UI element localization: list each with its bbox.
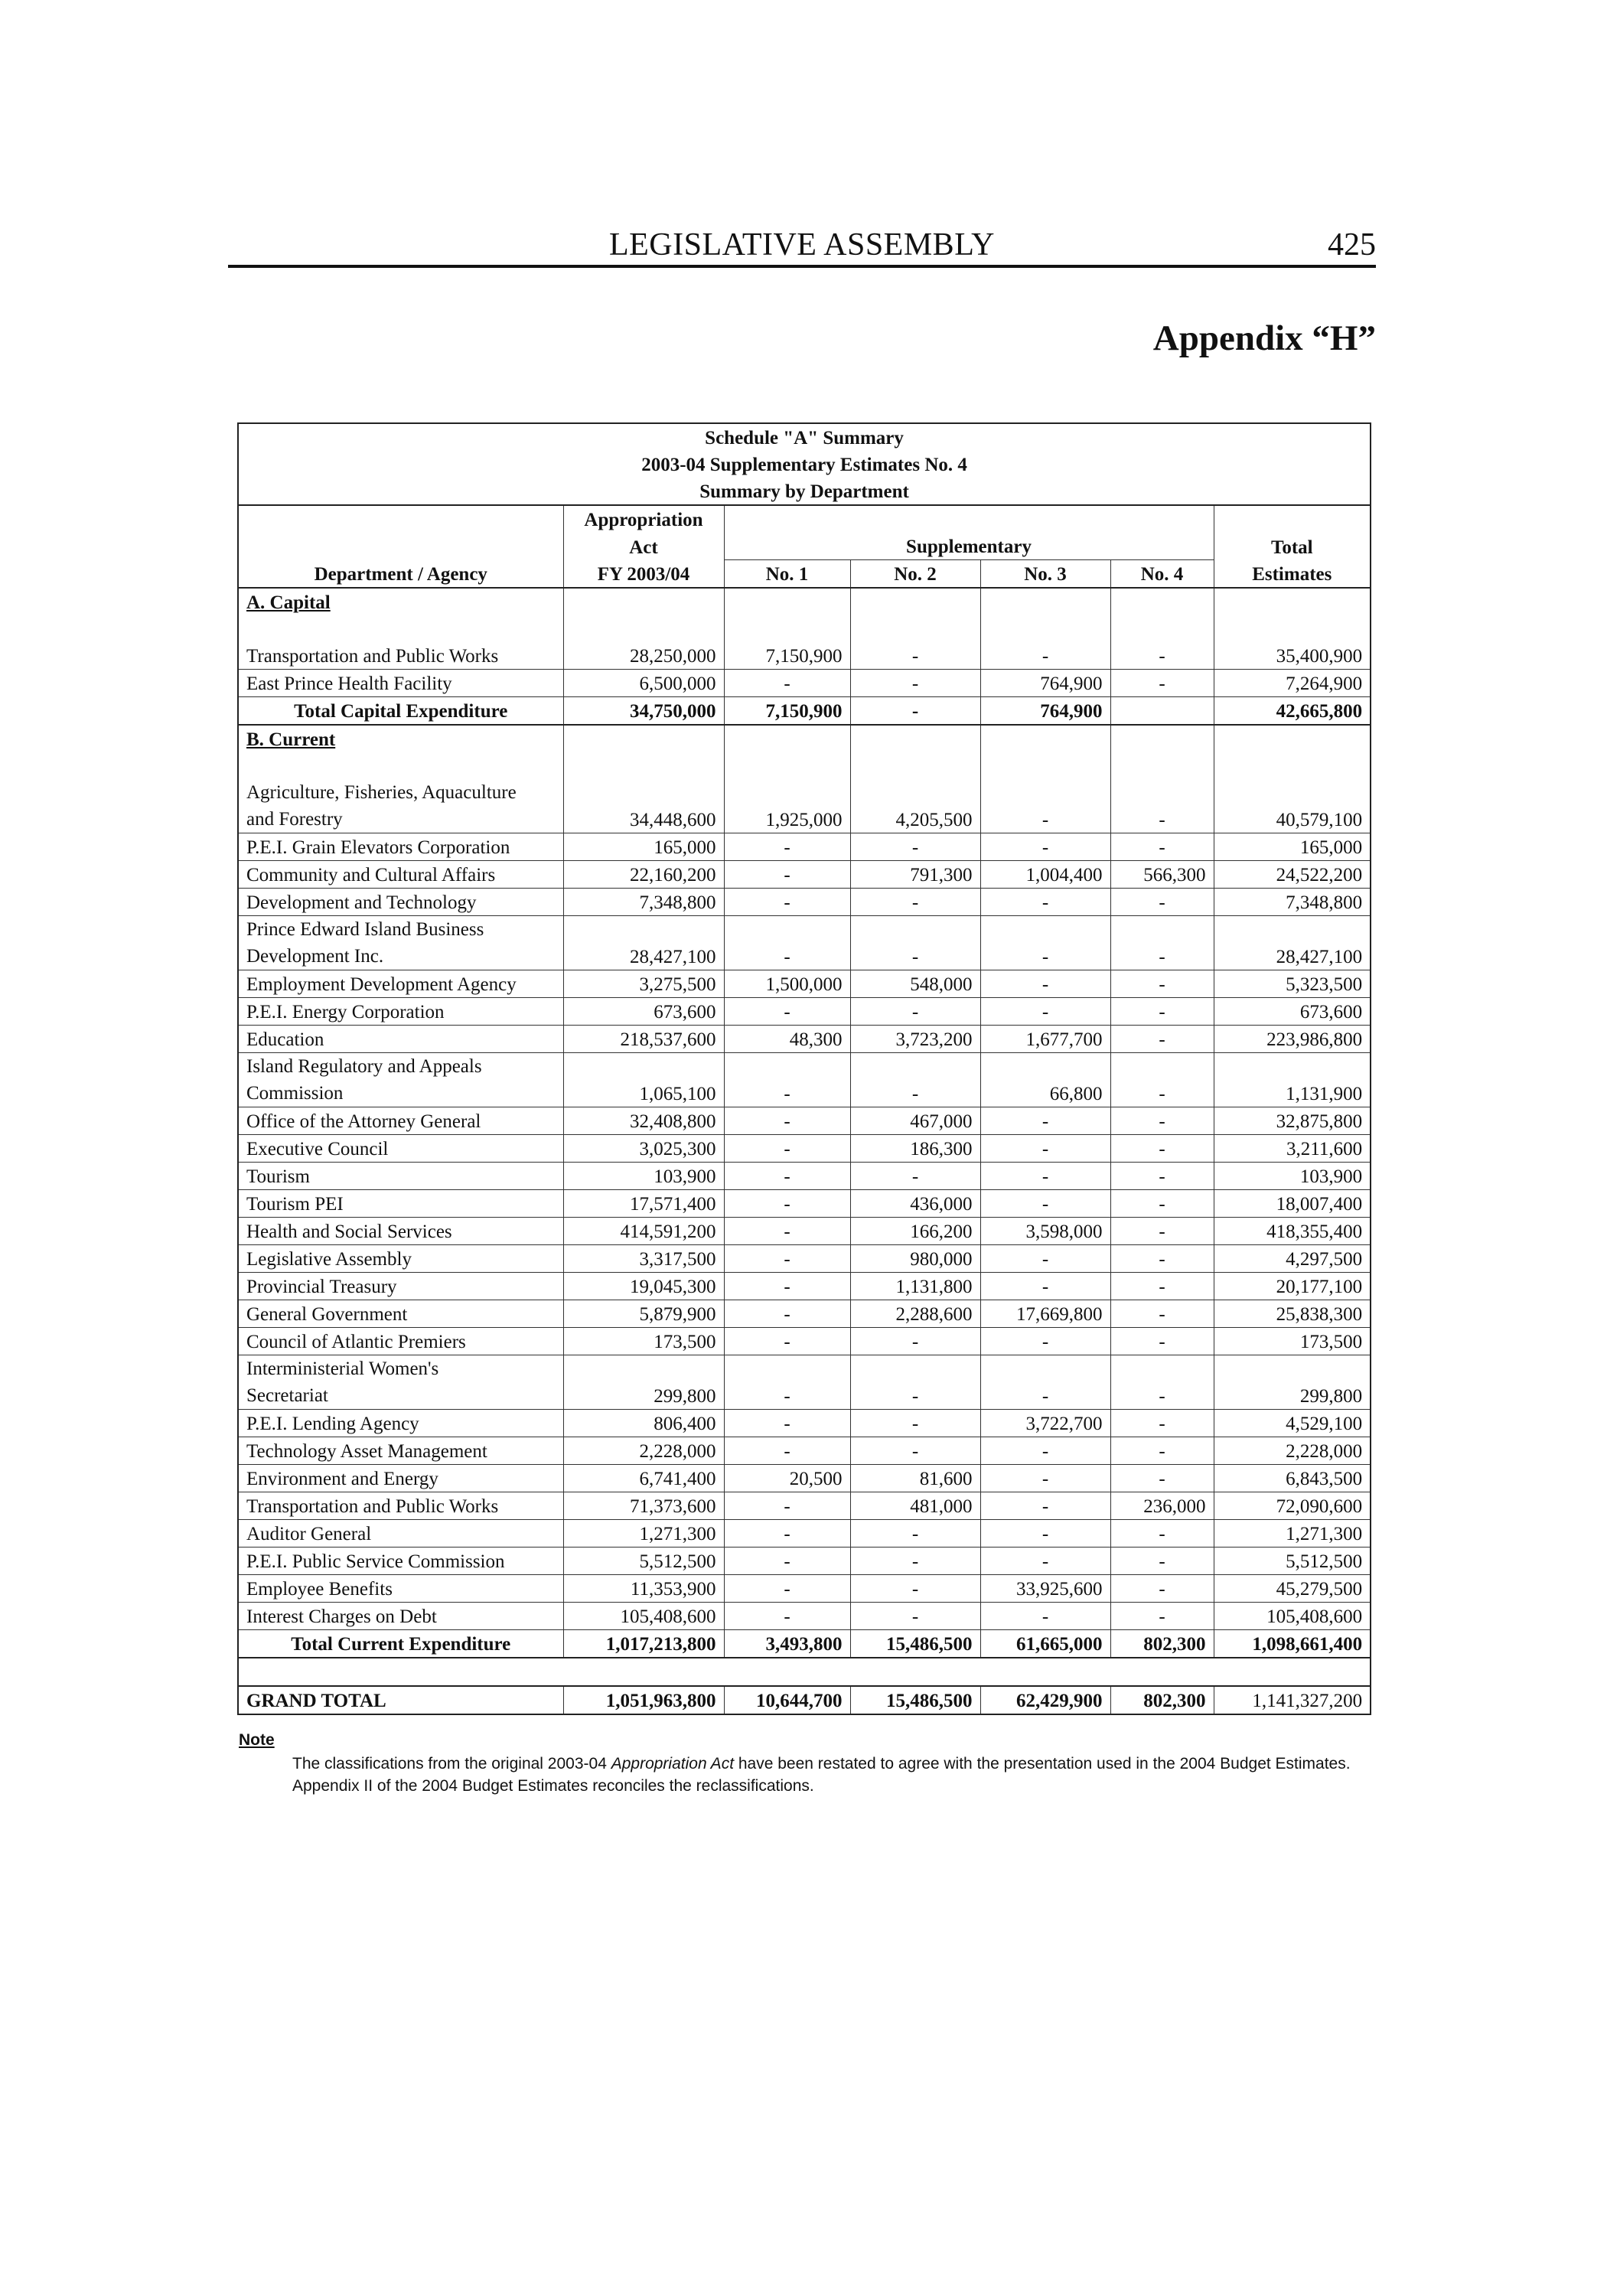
no1-value: 10,644,700 — [724, 1686, 850, 1714]
act-value: 6,500,000 — [563, 670, 724, 697]
department-name: Auditor General — [238, 1520, 563, 1548]
total-value: 418,355,400 — [1214, 1218, 1371, 1245]
act-value: 7,348,800 — [563, 889, 724, 916]
column-header-row — [238, 533, 1371, 560]
no4-value: - — [1110, 642, 1214, 670]
table-row — [238, 1548, 1371, 1575]
no3-value: - — [980, 779, 1110, 833]
no3-value: - — [980, 1328, 1110, 1355]
total-value: 1,131,900 — [1214, 1053, 1371, 1107]
total-header: Total — [1214, 533, 1371, 560]
no2-value: 186,300 — [850, 1135, 980, 1163]
no3-value: 62,429,900 — [980, 1686, 1110, 1714]
department-name: Tourism — [238, 1163, 563, 1190]
no4-value — [1110, 697, 1214, 726]
table-row — [238, 1300, 1371, 1328]
table-row — [238, 642, 1371, 670]
no1-value: - — [724, 1328, 850, 1355]
total-value: 35,400,900 — [1214, 642, 1371, 670]
act-value: 414,591,200 — [563, 1218, 724, 1245]
no1-value: - — [724, 861, 850, 889]
act-value: 11,353,900 — [563, 1575, 724, 1603]
section-heading: A. Capital — [246, 592, 331, 613]
no4-value: 802,300 — [1110, 1686, 1214, 1714]
act-value: 173,500 — [563, 1328, 724, 1355]
appropriation-header: Act — [563, 533, 724, 560]
act-value: 3,025,300 — [563, 1135, 724, 1163]
act-value: 32,408,800 — [563, 1107, 724, 1135]
no4-header: No. 4 — [1110, 560, 1214, 589]
department-name: P.E.I. Energy Corporation — [238, 998, 563, 1026]
table-row — [238, 1107, 1371, 1135]
no2-value: 2,288,600 — [850, 1300, 980, 1328]
no2-value: - — [850, 1163, 980, 1190]
department-header: Department / Agency — [238, 560, 563, 589]
no2-value: - — [850, 998, 980, 1026]
no3-value: 61,665,000 — [980, 1630, 1110, 1658]
no2-value: - — [850, 1437, 980, 1465]
total-value: 173,500 — [1214, 1328, 1371, 1355]
no1-value: - — [724, 1300, 850, 1328]
no4-value: - — [1110, 670, 1214, 697]
department-name: Transportation and Public Works — [238, 1492, 563, 1520]
no3-value: - — [980, 998, 1110, 1026]
act-value: 299,800 — [563, 1355, 724, 1410]
total-value: 2,228,000 — [1214, 1437, 1371, 1465]
department-name: East Prince Health Facility — [238, 670, 563, 697]
no2-value: - — [850, 1410, 980, 1437]
act-value: 105,408,600 — [563, 1603, 724, 1630]
schedule-summary-table — [237, 422, 1371, 1715]
table-row — [238, 998, 1371, 1026]
act-value: 34,448,600 — [563, 779, 724, 833]
no3-value: 3,722,700 — [980, 1410, 1110, 1437]
table-row — [238, 1245, 1371, 1273]
no4-value: - — [1110, 1053, 1214, 1107]
department-name: Office of the Attorney General — [238, 1107, 563, 1135]
no1-value: - — [724, 1548, 850, 1575]
no3-value: - — [980, 916, 1110, 970]
current-total-row — [238, 1630, 1371, 1658]
total-value: 3,211,600 — [1214, 1135, 1371, 1163]
schedule-title-line: Summary by Department — [238, 478, 1371, 505]
table-row — [238, 1410, 1371, 1437]
department-name: Environment and Energy — [238, 1465, 563, 1492]
note-heading: Note — [239, 1731, 275, 1749]
department-name-line: Agriculture, Fisheries, Aquaculture — [246, 782, 517, 803]
no2-value: - — [850, 1053, 980, 1107]
no3-value: - — [980, 1548, 1110, 1575]
note — [239, 1731, 1371, 1797]
table-row — [238, 779, 1371, 833]
no2-value: 1,131,800 — [850, 1273, 980, 1300]
no2-value: 436,000 — [850, 1190, 980, 1218]
no2-value: - — [850, 1603, 980, 1630]
schedule-title-row — [238, 478, 1371, 505]
no4-value: - — [1110, 1107, 1214, 1135]
act-value: 28,427,100 — [563, 916, 724, 970]
department-name: P.E.I. Grain Elevators Corporation — [238, 833, 563, 861]
act-value: 1,271,300 — [563, 1520, 724, 1548]
total-value: 673,600 — [1214, 998, 1371, 1026]
no1-value: - — [724, 916, 850, 970]
table-row — [238, 1520, 1371, 1548]
act-value: 71,373,600 — [563, 1492, 724, 1520]
department-name-line: Prince Edward Island Business — [246, 919, 484, 940]
total-value: 7,264,900 — [1214, 670, 1371, 697]
total-value: 105,408,600 — [1214, 1603, 1371, 1630]
department-name: Tourism PEI — [238, 1190, 563, 1218]
no3-value: 17,669,800 — [980, 1300, 1110, 1328]
no1-value: - — [724, 1135, 850, 1163]
department-name: Community and Cultural Affairs — [238, 861, 563, 889]
total-value: 25,838,300 — [1214, 1300, 1371, 1328]
note-italic: Appropriation Act — [611, 1755, 735, 1773]
no4-value: - — [1110, 1520, 1214, 1548]
no3-value: - — [980, 970, 1110, 998]
no1-value: 1,925,000 — [724, 779, 850, 833]
no1-value: - — [724, 1492, 850, 1520]
department-name: Council of Atlantic Premiers — [238, 1328, 563, 1355]
no4-value: - — [1110, 1245, 1214, 1273]
department-name: Provincial Treasury — [238, 1273, 563, 1300]
total-value: 223,986,800 — [1214, 1026, 1371, 1053]
no4-value: - — [1110, 1273, 1214, 1300]
no3-value: - — [980, 1107, 1110, 1135]
total-value: 40,579,100 — [1214, 779, 1371, 833]
department-name: Education — [238, 1026, 563, 1053]
no1-header: No. 1 — [724, 560, 850, 589]
department-name-line: and Forestry — [246, 809, 343, 830]
column-header-row — [238, 560, 1371, 589]
act-value: 5,879,900 — [563, 1300, 724, 1328]
act-value: 19,045,300 — [563, 1273, 724, 1300]
no3-value: 764,900 — [980, 670, 1110, 697]
no4-value: - — [1110, 1163, 1214, 1190]
total-value: 7,348,800 — [1214, 889, 1371, 916]
no2-value: - — [850, 642, 980, 670]
no3-value: 764,900 — [980, 697, 1110, 726]
act-value: 2,228,000 — [563, 1437, 724, 1465]
no2-value: 81,600 — [850, 1465, 980, 1492]
act-value: 5,512,500 — [563, 1548, 724, 1575]
no4-value: 236,000 — [1110, 1492, 1214, 1520]
department-name: Executive Council — [238, 1135, 563, 1163]
department-name: P.E.I. Lending Agency — [238, 1410, 563, 1437]
no3-value: 1,004,400 — [980, 861, 1110, 889]
act-value: 165,000 — [563, 833, 724, 861]
no2-value: - — [850, 916, 980, 970]
no2-value: - — [850, 833, 980, 861]
no1-value: - — [724, 1410, 850, 1437]
act-value: 103,900 — [563, 1163, 724, 1190]
act-value: 3,275,500 — [563, 970, 724, 998]
total-value: 72,090,600 — [1214, 1492, 1371, 1520]
department-name: Total Current Expenditure — [238, 1630, 563, 1658]
running-title: LEGISLATIVE ASSEMBLY — [609, 227, 995, 263]
no1-value: - — [724, 1107, 850, 1135]
act-value: 6,741,400 — [563, 1465, 724, 1492]
no3-value: 33,925,600 — [980, 1575, 1110, 1603]
department-name: General Government — [238, 1300, 563, 1328]
no4-value: - — [1110, 1355, 1214, 1410]
total-value: 28,427,100 — [1214, 916, 1371, 970]
schedule-title-row — [238, 423, 1371, 451]
no1-value: - — [724, 1520, 850, 1548]
schedule-title-line: 2003-04 Supplementary Estimates No. 4 — [641, 455, 967, 475]
total-value: 103,900 — [1214, 1163, 1371, 1190]
department-name: GRAND TOTAL — [246, 1691, 386, 1711]
department-name: Technology Asset Management — [238, 1437, 563, 1465]
no1-value: - — [724, 833, 850, 861]
no3-value: - — [980, 1355, 1110, 1410]
department-name: Employment Development Agency — [238, 970, 563, 998]
no4-value: - — [1110, 970, 1214, 998]
table-row — [238, 1163, 1371, 1190]
no1-value: 7,150,900 — [724, 697, 850, 726]
no3-value: - — [980, 1437, 1110, 1465]
no2-value: - — [850, 1575, 980, 1603]
no4-value: - — [1110, 1026, 1214, 1053]
no4-value: 802,300 — [1110, 1630, 1214, 1658]
no4-value: - — [1110, 1190, 1214, 1218]
no4-value: - — [1110, 1437, 1214, 1465]
no2-value: - — [850, 889, 980, 916]
section-heading-row — [238, 725, 1371, 752]
no3-value: 1,677,700 — [980, 1026, 1110, 1053]
department-name: Interest Charges on Debt — [238, 1603, 563, 1630]
no1-value: 20,500 — [724, 1465, 850, 1492]
no3-value: - — [980, 833, 1110, 861]
no2-value: 15,486,500 — [850, 1686, 980, 1714]
no1-value: - — [724, 670, 850, 697]
no4-value: 566,300 — [1110, 861, 1214, 889]
act-value: 1,065,100 — [563, 1053, 724, 1107]
no1-value: - — [724, 1355, 850, 1410]
appropriation-header: Appropriation — [563, 505, 724, 533]
no4-value: - — [1110, 916, 1214, 970]
total-value: 18,007,400 — [1214, 1190, 1371, 1218]
act-value: 1,017,213,800 — [563, 1630, 724, 1658]
total-value: 5,512,500 — [1214, 1548, 1371, 1575]
no1-value: - — [724, 889, 850, 916]
no1-value: 3,493,800 — [724, 1630, 850, 1658]
no4-value: - — [1110, 1300, 1214, 1328]
act-value: 806,400 — [563, 1410, 724, 1437]
total-value: 5,323,500 — [1214, 970, 1371, 998]
act-value: 673,600 — [563, 998, 724, 1026]
total-value: 32,875,800 — [1214, 1107, 1371, 1135]
no2-value: 481,000 — [850, 1492, 980, 1520]
department-name: Legislative Assembly — [238, 1245, 563, 1273]
no4-value: - — [1110, 1328, 1214, 1355]
no2-header: No. 2 — [850, 560, 980, 589]
capital-total-row — [238, 697, 1371, 726]
no1-value: - — [724, 1218, 850, 1245]
total-value: 4,529,100 — [1214, 1410, 1371, 1437]
grand-total-row — [238, 1686, 1371, 1714]
no1-value: - — [724, 1575, 850, 1603]
no3-value: - — [980, 1163, 1110, 1190]
department-name-line: Island Regulatory and Appeals — [246, 1056, 482, 1077]
section-heading: B. Current — [246, 729, 336, 750]
no4-value: - — [1110, 833, 1214, 861]
table-row — [238, 1355, 1371, 1410]
no1-value: - — [724, 1053, 850, 1107]
department-name — [238, 1053, 563, 1107]
table-row — [238, 916, 1371, 970]
appropriation-header: FY 2003/04 — [563, 560, 724, 589]
no3-value: - — [980, 1135, 1110, 1163]
department-name-line: Secretariat — [246, 1385, 328, 1406]
appendix-heading: Appendix “H” — [1152, 318, 1376, 358]
table-row — [238, 1218, 1371, 1245]
no2-value: - — [850, 1520, 980, 1548]
total-value: 165,000 — [1214, 833, 1371, 861]
no1-value: 7,150,900 — [724, 642, 850, 670]
table-row — [238, 1273, 1371, 1300]
table-row — [238, 1603, 1371, 1630]
no1-value: - — [724, 1437, 850, 1465]
page-number: 425 — [1328, 227, 1376, 263]
total-value: 24,522,200 — [1214, 861, 1371, 889]
table-row — [238, 1492, 1371, 1520]
no4-value: - — [1110, 1575, 1214, 1603]
no2-value: 548,000 — [850, 970, 980, 998]
total-value: 42,665,800 — [1214, 697, 1371, 726]
no3-value: - — [980, 1492, 1110, 1520]
no4-value: - — [1110, 1465, 1214, 1492]
total-value: 1,271,300 — [1214, 1520, 1371, 1548]
schedule-title-line: Schedule "A" Summary — [705, 428, 904, 448]
schedule-title-row — [238, 451, 1371, 478]
table-row — [238, 1328, 1371, 1355]
no3-value: - — [980, 1190, 1110, 1218]
table-row — [238, 1053, 1371, 1107]
no4-value: - — [1110, 998, 1214, 1026]
table-row — [238, 1135, 1371, 1163]
note-text-start: The classifications from the original 2003-04 — [292, 1755, 611, 1773]
no3-value: 3,598,000 — [980, 1218, 1110, 1245]
no3-value: - — [980, 1245, 1110, 1273]
total-value: 6,843,500 — [1214, 1465, 1371, 1492]
act-value: 1,051,963,800 — [563, 1686, 724, 1714]
no3-value: 66,800 — [980, 1053, 1110, 1107]
no1-value: - — [724, 1190, 850, 1218]
table-row — [238, 1437, 1371, 1465]
no2-value: 791,300 — [850, 861, 980, 889]
department-name: Total Capital Expenditure — [238, 697, 563, 726]
no2-value: 980,000 — [850, 1245, 980, 1273]
department-name-line: Interministerial Women's — [246, 1358, 439, 1379]
no3-value: - — [980, 1465, 1110, 1492]
department-name: Health and Social Services — [238, 1218, 563, 1245]
department-name — [238, 916, 563, 970]
no2-value: 467,000 — [850, 1107, 980, 1135]
table-row — [238, 889, 1371, 916]
no3-value: - — [980, 1520, 1110, 1548]
total-value: 4,297,500 — [1214, 1245, 1371, 1273]
page-header — [228, 227, 1376, 268]
supplementary-header: Supplementary — [724, 533, 1214, 560]
act-value: 17,571,400 — [563, 1190, 724, 1218]
table-row — [238, 670, 1371, 697]
total-header: Estimates — [1214, 560, 1371, 589]
no3-value: - — [980, 889, 1110, 916]
act-value: 22,160,200 — [563, 861, 724, 889]
no4-value: - — [1110, 1135, 1214, 1163]
table-row — [238, 861, 1371, 889]
no4-value: - — [1110, 1218, 1214, 1245]
no1-value: - — [724, 1163, 850, 1190]
table-row — [238, 1465, 1371, 1492]
no4-value: - — [1110, 779, 1214, 833]
table-row — [238, 1026, 1371, 1053]
department-name: P.E.I. Public Service Commission — [238, 1548, 563, 1575]
no1-value: 1,500,000 — [724, 970, 850, 998]
no3-header: No. 3 — [980, 560, 1110, 589]
no1-value: - — [724, 998, 850, 1026]
section-heading-row — [238, 588, 1371, 615]
department-name: Transportation and Public Works — [238, 642, 563, 670]
no1-value: - — [724, 1603, 850, 1630]
no3-value: - — [980, 1603, 1110, 1630]
table-row — [238, 1190, 1371, 1218]
note-text-end: have been restated to agree with the presentation used in the 2004 Budget Estimates. Appendix II of the 2004 Budget Estimates reconciles the reclassifications. — [292, 1755, 1351, 1795]
department-name: Employee Benefits — [238, 1575, 563, 1603]
department-name — [238, 1355, 563, 1410]
no4-value: - — [1110, 1410, 1214, 1437]
no4-value: - — [1110, 1603, 1214, 1630]
no2-value: 166,200 — [850, 1218, 980, 1245]
no1-value: 48,300 — [724, 1026, 850, 1053]
table-row — [238, 970, 1371, 998]
note-text — [239, 1753, 1371, 1797]
table-row — [238, 1575, 1371, 1603]
no3-value: - — [980, 642, 1110, 670]
no2-value: 3,723,200 — [850, 1026, 980, 1053]
column-header-row — [238, 505, 1371, 533]
no4-value: - — [1110, 889, 1214, 916]
department-name-line: Development Inc. — [246, 946, 384, 967]
total-value: 299,800 — [1214, 1355, 1371, 1410]
no2-value: - — [850, 670, 980, 697]
no2-value: 4,205,500 — [850, 779, 980, 833]
total-value: 1,098,661,400 — [1214, 1630, 1371, 1658]
no3-value: - — [980, 1273, 1110, 1300]
total-value: 20,177,100 — [1214, 1273, 1371, 1300]
no2-value: - — [850, 697, 980, 726]
department-name-line: Commission — [246, 1083, 344, 1104]
no1-value: - — [724, 1273, 850, 1300]
act-value: 3,317,500 — [563, 1245, 724, 1273]
no2-value: - — [850, 1548, 980, 1575]
total-value: 45,279,500 — [1214, 1575, 1371, 1603]
no2-value: - — [850, 1355, 980, 1410]
act-value: 28,250,000 — [563, 642, 724, 670]
act-value: 34,750,000 — [563, 697, 724, 726]
no2-value: 15,486,500 — [850, 1630, 980, 1658]
no2-value: - — [850, 1328, 980, 1355]
department-name: Development and Technology — [238, 889, 563, 916]
no1-value: - — [724, 1245, 850, 1273]
no4-value: - — [1110, 1548, 1214, 1575]
total-value: 1,141,327,200 — [1214, 1686, 1371, 1714]
table-row — [238, 833, 1371, 861]
act-value: 218,537,600 — [563, 1026, 724, 1053]
department-name — [238, 779, 563, 833]
